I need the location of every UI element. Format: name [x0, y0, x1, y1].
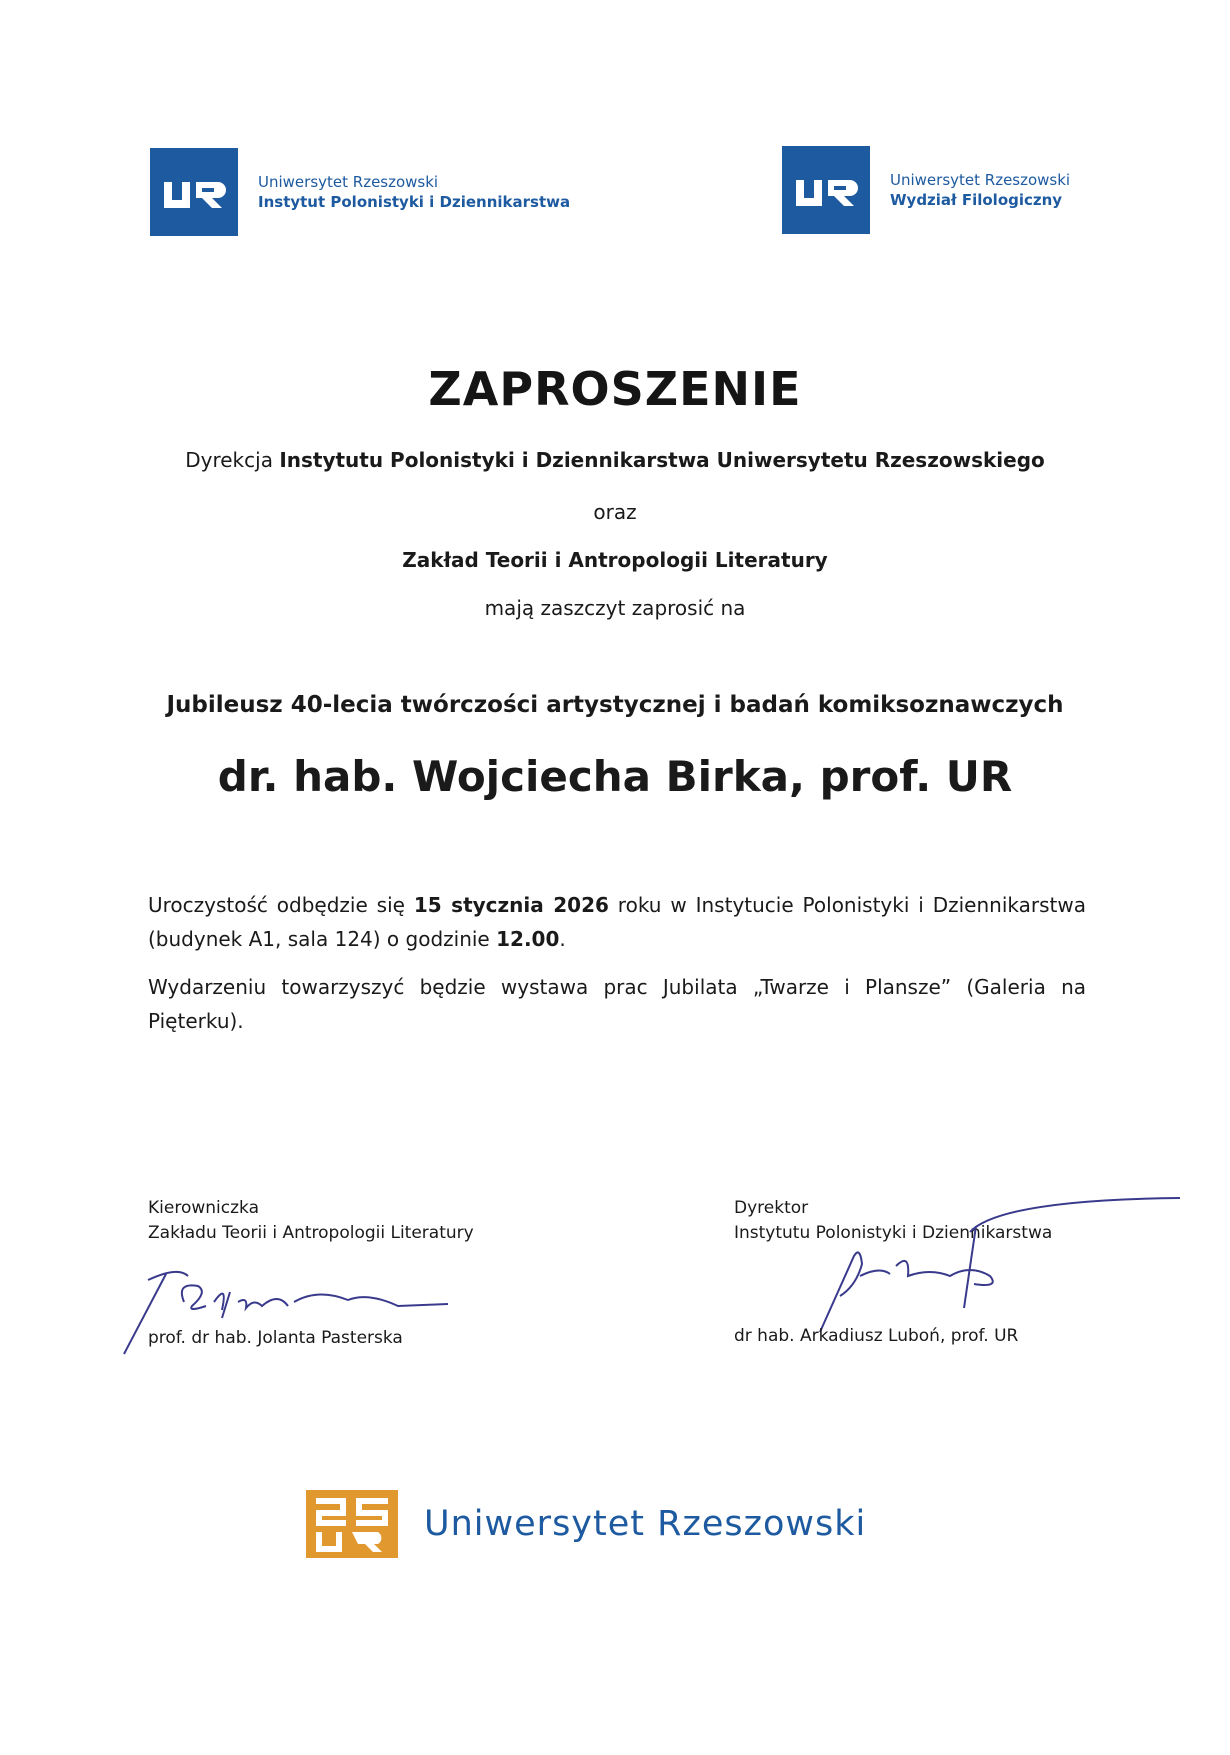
intro-institute: Instytutu Polonistyki i Dziennikarstwa Uniwersytetu Rzeszowskiego — [279, 448, 1045, 472]
ur-25-anniversary-logo — [306, 1490, 398, 1558]
signatory-role: Kierowniczka — [148, 1198, 259, 1218]
signatory-role: Dyrektor — [734, 1198, 809, 1218]
intro-organizers — [0, 448, 1230, 472]
signatory-unit: Zakładu Teorii i Antropologii Literatury — [148, 1223, 474, 1243]
event-time: 12.00 — [496, 927, 560, 951]
ur-logo-icon — [150, 148, 238, 236]
logo-unit-name: Instytut Polonistyki i Dziennikarstwa — [258, 193, 571, 211]
handwritten-signature-right — [800, 1196, 1180, 1336]
signatory-name: prof. dr hab. Jolanta Pasterska — [148, 1328, 403, 1348]
page-title: ZAPROSZENIE — [428, 362, 802, 416]
signatory-name: dr hab. Arkadiusz Luboń, prof. UR — [734, 1326, 1019, 1346]
details-text: . — [559, 927, 566, 951]
footer-logo — [306, 1490, 866, 1558]
details-paragraph-2: Wydarzeniu towarzyszyć będzie wystawa prac Jubilata „Twarze i Plansze” (Galeria na Pięterku). — [148, 975, 1086, 1033]
logo-university-name: Uniwersytet Rzeszowski — [258, 173, 439, 191]
intro-conjunction: oraz — [593, 500, 637, 524]
header-logo-text — [890, 170, 1070, 210]
header-logo-text — [258, 172, 570, 212]
ur-logo-icon — [782, 146, 870, 234]
details-text: roku w Instytucie Polonistyki i Dziennikarstwa (budynek A1, sala 124) o godzinie — [148, 893, 1086, 951]
event-date: 15 stycznia 2026 — [413, 893, 609, 917]
details-text: Uroczystość odbędzie się — [148, 893, 414, 917]
intro-invite-line: mają zaszczyt zaprosić na — [484, 596, 746, 620]
intro-prefix: Dyrekcja — [185, 448, 280, 472]
header-logo-faculty — [782, 146, 1070, 234]
intro-department: Zakład Teorii i Antropologii Literatury — [402, 548, 828, 572]
event-honoree: dr. hab. Wojciecha Birka, prof. UR — [217, 752, 1013, 801]
logo-university-name: Uniwersytet Rzeszowski — [890, 171, 1071, 189]
event-jubilee: Jubileusz 40-lecia twórczości artystycznej i badań komiksoznawczych — [166, 692, 1064, 718]
signatory-unit: Instytutu Polonistyki i Dziennikarstwa — [734, 1223, 1053, 1243]
header-logo-institute — [150, 148, 570, 236]
details-paragraph-1 — [148, 888, 1086, 956]
footer-university-name: Uniwersytet Rzeszowski — [424, 1504, 867, 1544]
signature-block-left — [148, 1196, 568, 1246]
logo-unit-name: Wydział Filologiczny — [890, 191, 1063, 209]
